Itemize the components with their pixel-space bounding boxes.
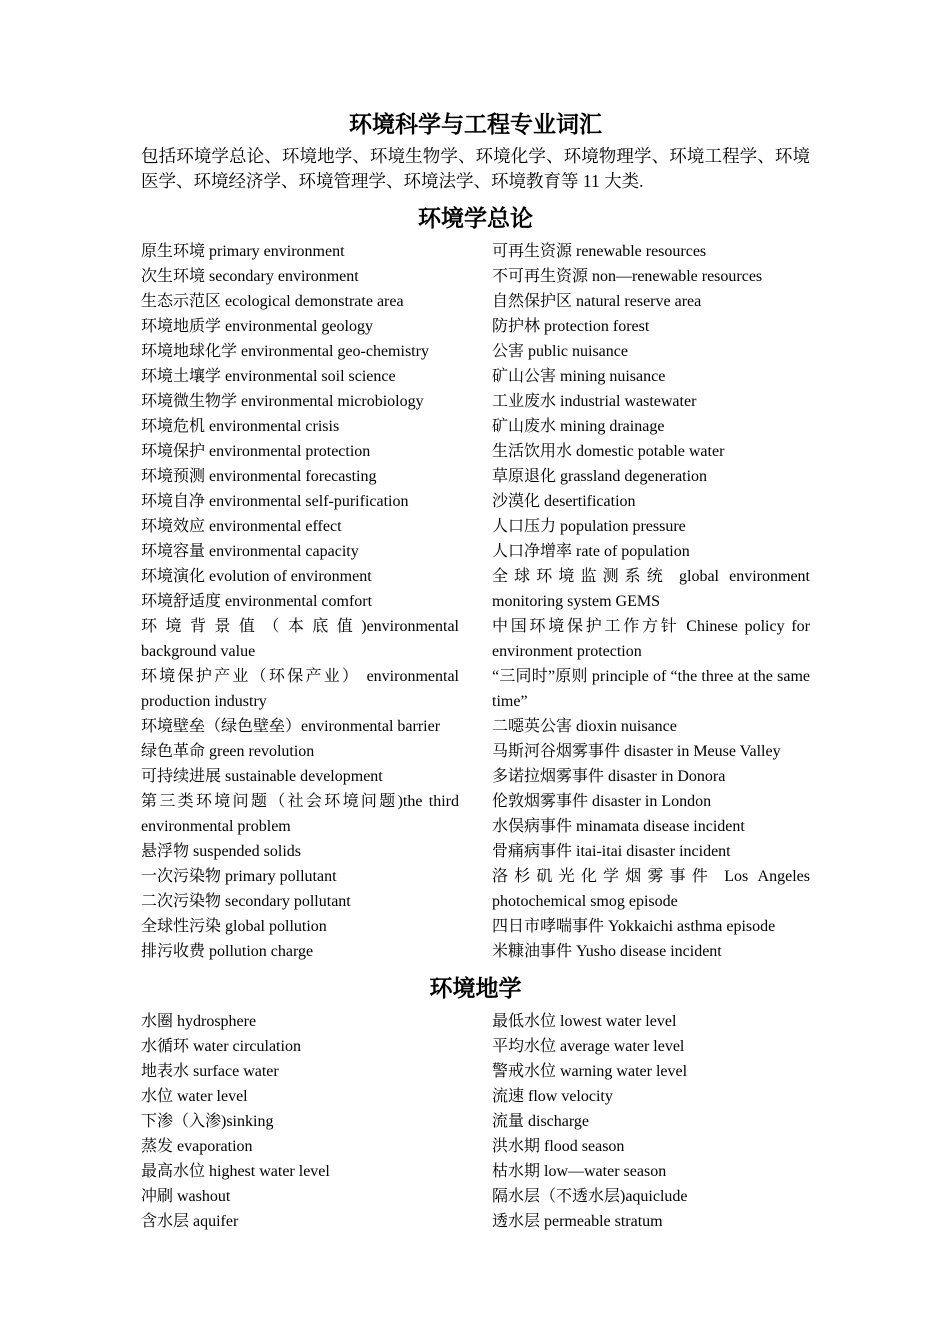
term-entry: 生活饮用水 domestic potable water — [492, 443, 725, 460]
term-entry: 公害 public nuisance — [492, 343, 628, 360]
term-entry: 洪水期 flood season — [492, 1138, 625, 1155]
term-entry: 伦敦烟雾事件 disaster in London — [492, 793, 712, 810]
term-entry: 环境危机 environmental crisis — [141, 418, 340, 435]
term-entry: 隔水层（不透水层)aquiclude — [492, 1188, 688, 1205]
term-entry: 枯水期 low—water season — [492, 1163, 667, 1180]
term-entry: 环境土壤学 environmental soil science — [141, 368, 396, 385]
term-entry: 水圈 hydrosphere — [141, 1013, 257, 1030]
term-entry: 流量 discharge — [492, 1113, 590, 1130]
term-entry: 生态示范区 ecological demonstrate area — [141, 293, 404, 310]
term-entry: 环境效应 environmental effect — [141, 518, 342, 535]
term-entry: 环境保护产业（环保产业） environmental production industry — [141, 668, 459, 710]
left-column — [141, 1009, 459, 1234]
term-entry: 全球环境监测系统 global environment monitoring system GEMS — [492, 568, 810, 610]
term-entry: 下渗（入渗)sinking — [141, 1113, 274, 1130]
section-heading-general: 环境学总论 — [418, 206, 533, 231]
term-entry: 全球性污染 global pollution — [141, 918, 327, 935]
term-entry: 环境地质学 environmental geology — [141, 318, 373, 335]
term-entry: 警戒水位 warning water level — [492, 1063, 688, 1080]
term-entry: 水位 water level — [141, 1088, 248, 1105]
term-entry: 第三类环境问题（社会环境问题)the third environmental problem — [141, 793, 459, 835]
term-entry: 流速 flow velocity — [492, 1088, 613, 1105]
term-entry: 防护林 protection forest — [492, 318, 650, 335]
term-entry: 最高水位 highest water level — [141, 1163, 330, 1180]
term-entry: “三同时”原则 principle of “the three at the same time” — [492, 668, 810, 710]
term-entry: 蒸发 evaporation — [141, 1138, 253, 1155]
term-entry: 环境微生物学 environmental microbiology — [141, 393, 424, 410]
term-entry: 多诺拉烟雾事件 disaster in Donora — [492, 768, 726, 785]
section-geoscience-columns — [141, 1009, 810, 1234]
term-entry: 沙漠化 desertification — [492, 493, 636, 510]
left-column — [141, 239, 459, 964]
term-entry: 环境舒适度 environmental comfort — [141, 593, 373, 610]
term-entry: 骨痛病事件 itai-itai disaster incident — [492, 843, 731, 860]
term-entry: 环境壁垒（绿色壁垒）environmental barrier — [141, 718, 441, 735]
term-entry: 人口压力 population pressure — [492, 518, 686, 535]
term-entry: 矿山公害 mining nuisance — [492, 368, 666, 385]
term-entry: 不可再生资源 non—renewable resources — [492, 268, 763, 285]
term-entry: 环境背景值（本底值)environmental background value — [141, 618, 459, 660]
term-entry: 最低水位 lowest water level — [492, 1013, 677, 1030]
term-entry: 冲刷 washout — [141, 1188, 231, 1205]
term-entry: 中国环境保护工作方针 Chinese policy for environment protection — [492, 618, 810, 660]
term-entry: 草原退化 grassland degeneration — [492, 468, 708, 485]
term-entry: 平均水位 average water level — [492, 1038, 685, 1055]
term-entry: 二次污染物 secondary pollutant — [141, 893, 351, 910]
term-entry: 矿山废水 mining drainage — [492, 418, 665, 435]
term-entry: 工业废水 industrial wastewater — [492, 393, 697, 410]
term-entry: 排污收费 pollution charge — [141, 943, 314, 960]
term-entry: 环境预测 environmental forecasting — [141, 468, 377, 485]
term-entry: 人口净增率 rate of population — [492, 543, 690, 560]
term-entry: 绿色革命 green revolution — [141, 743, 315, 760]
term-entry: 可再生资源 renewable resources — [492, 243, 707, 260]
term-entry: 环境自净 environmental self-purification — [141, 493, 409, 510]
term-entry: 悬浮物 suspended solids — [141, 843, 302, 860]
term-entry: 洛杉矶光化学烟雾事件 Los Angeles photochemical smog episode — [492, 868, 810, 910]
term-entry: 环境地球化学 environmental geo-chemistry — [141, 343, 429, 360]
term-entry: 环境保护 environmental protection — [141, 443, 371, 460]
term-entry: 四日市哮喘事件 Yokkaichi asthma episode — [492, 918, 776, 935]
section-heading-geoscience: 环境地学 — [429, 976, 522, 1001]
right-column — [492, 239, 810, 964]
term-entry: 次生环境 secondary environment — [141, 268, 359, 285]
term-entry: 环境容量 environmental capacity — [141, 543, 359, 560]
document-title: 环境科学与工程专业词汇 — [349, 112, 602, 137]
term-entry: 地表水 surface water — [141, 1063, 279, 1080]
term-entry: 米糠油事件 Yusho disease incident — [492, 943, 722, 960]
term-entry: 一次污染物 primary pollutant — [141, 868, 337, 885]
term-entry: 水俣病事件 minamata disease incident — [492, 818, 745, 835]
term-entry: 二噁英公害 dioxin nuisance — [492, 718, 677, 735]
document-page — [141, 108, 810, 1234]
term-entry: 可持续进展 sustainable development — [141, 768, 383, 785]
term-entry: 原生环境 primary environment — [141, 243, 345, 260]
right-column — [492, 1009, 810, 1234]
section-general-columns — [141, 239, 810, 964]
term-entry: 马斯河谷烟雾事件 disaster in Meuse Valley — [492, 743, 781, 760]
term-entry: 自然保护区 natural reserve area — [492, 293, 702, 310]
term-entry: 环境演化 evolution of environment — [141, 568, 372, 585]
intro-paragraph: 包括环境学总论、环境地学、环境生物学、环境化学、环境物理学、环境工程学、环境医学、环境经济学、环境管理学、环境法学、环境教育等 11 大类. — [141, 146, 810, 191]
term-entry: 含水层 aquifer — [141, 1213, 239, 1230]
term-entry: 水循环 water circulation — [141, 1038, 301, 1055]
term-entry: 透水层 permeable stratum — [492, 1213, 663, 1230]
